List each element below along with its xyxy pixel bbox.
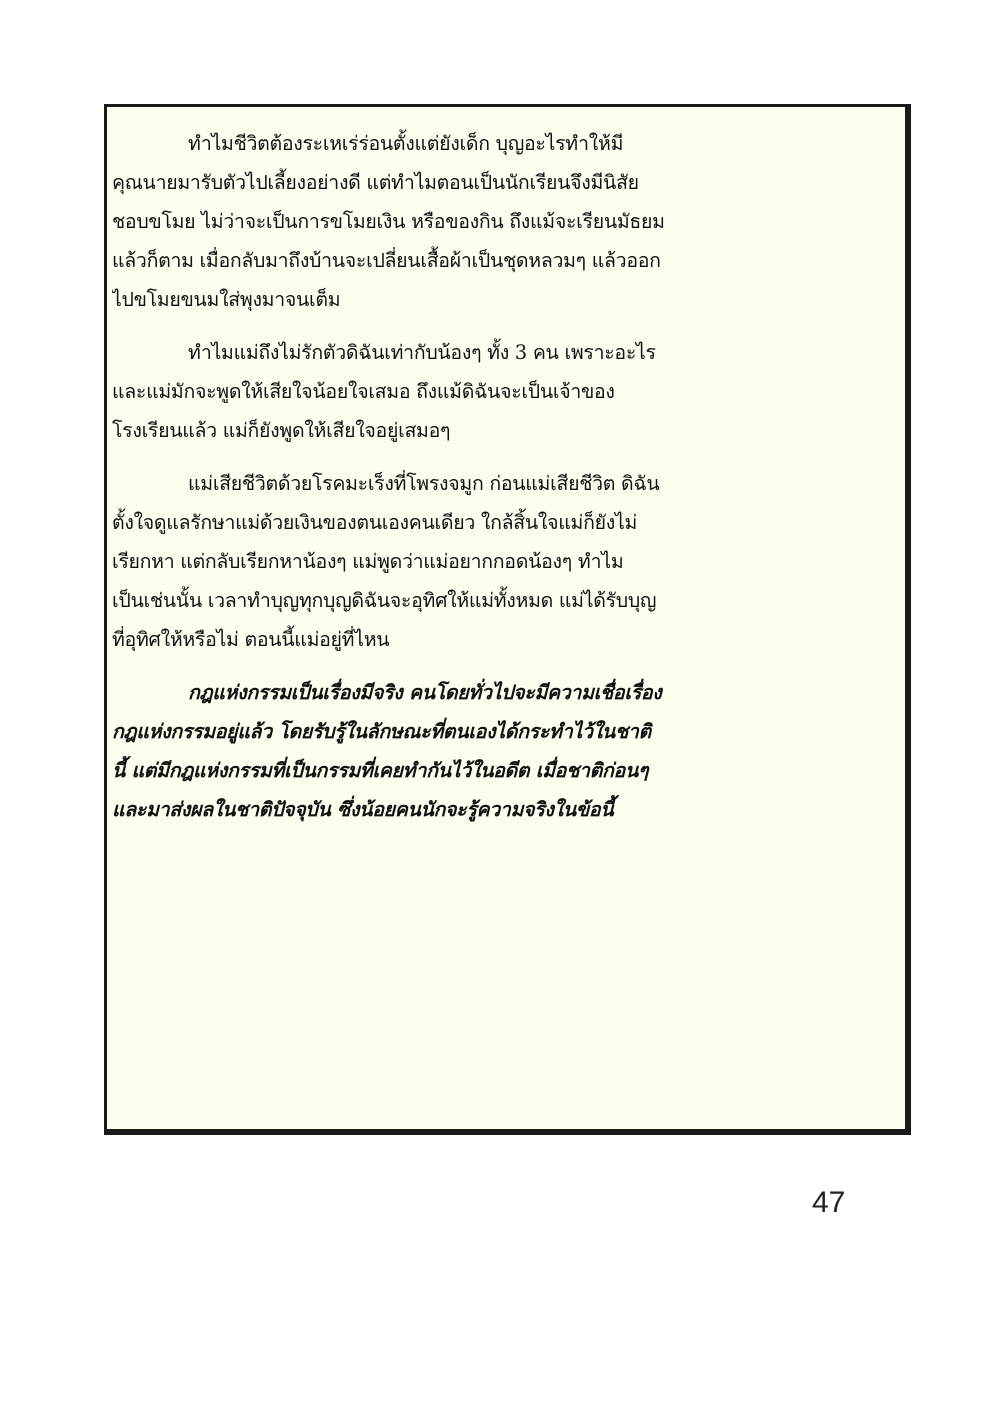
- text-line: เป็นเช่นนั้น เวลาทำบุญทุกบุญดิฉันจะอุทิศให้แม่ทั้งหมด แม่ได้รับบุญ: [112, 589, 657, 612]
- text-line: ไปขโมยขนมใส่พุงมาจนเต็ม: [112, 288, 341, 311]
- text-line: กฎแห่งกรรมเป็นเรื่องมีจริง คนโดยทั่วไปจะมีความเชื่อเรื่อง: [188, 681, 662, 704]
- text-line: ทำไมแม่ถึงไม่รักตัวดิฉันเท่ากับน้องๆ ทั้ง 3 คน เพราะอะไร: [188, 341, 656, 364]
- text-line: แม่เสียชีวิตด้วยโรคมะเร็งที่โพรงจมูก ก่อนแม่เสียชีวิต ดิฉัน: [188, 472, 660, 495]
- paragraph-1: [112, 124, 692, 319]
- text-line: ตั้งใจดูแลรักษาแม่ด้วยเงินของตนเองคนเดียว ใกล้สิ้นใจแม่ก็ยังไม่: [112, 511, 638, 534]
- paragraph-3: [112, 464, 692, 659]
- text-line: นี้ แต่มีกฎแห่งกรรมที่เป็นกรรมที่เคยทำกันไว้ในอดีต เมื่อชาติก่อนๆ: [112, 759, 649, 782]
- body-text: [112, 124, 692, 843]
- text-line: ที่อุทิศให้หรือไม่ ตอนนี้แม่อยู่ที่ไหน: [112, 628, 390, 651]
- page-number: 47: [812, 1186, 846, 1219]
- text-line: โรงเรียนแล้ว แม่ก็ยังพูดให้เสียใจอยู่เสมอๆ: [112, 419, 451, 442]
- text-line: แล้วก็ตาม เมื่อกลับมาถึงบ้านจะเปลี่ยนเสื้อผ้าเป็นชุดหลวมๆ แล้วออก: [112, 249, 661, 272]
- text-line: กฎแห่งกรรมอยู่แล้ว โดยรับรู้ในลักษณะที่ตนเองได้กระทำไว้ในชาติ: [112, 720, 651, 743]
- text-line: คุณนายมารับตัวไปเลี้ยงอย่างดี แต่ทำไมตอนเป็นนักเรียนจึงมีนิสัย: [112, 171, 639, 194]
- text-line: เรียกหา แต่กลับเรียกหาน้องๆ แม่พูดว่าแม่อยากกอดน้องๆ ทำไม: [112, 550, 624, 573]
- paragraph-emphasis: [112, 673, 692, 829]
- paragraph-2: [112, 333, 692, 450]
- text-line: ทำไมชีวิตต้องระเหเร่ร่อนตั้งแต่ยังเด็ก บุญอะไรทำให้มี: [188, 132, 624, 155]
- text-line: และมาส่งผลในชาติปัจจุบัน ซึ่งน้อยคนนักจะรู้ความจริงในข้อนี้: [112, 798, 614, 821]
- text-line: ชอบขโมย ไม่ว่าจะเป็นการขโมยเงิน หรือของกิน ถึงแม้จะเรียนมัธยม: [112, 210, 665, 233]
- text-line: และแม่มักจะพูดให้เสียใจน้อยใจเสมอ ถึงแม้ดิฉันจะเป็นเจ้าของ: [112, 380, 615, 403]
